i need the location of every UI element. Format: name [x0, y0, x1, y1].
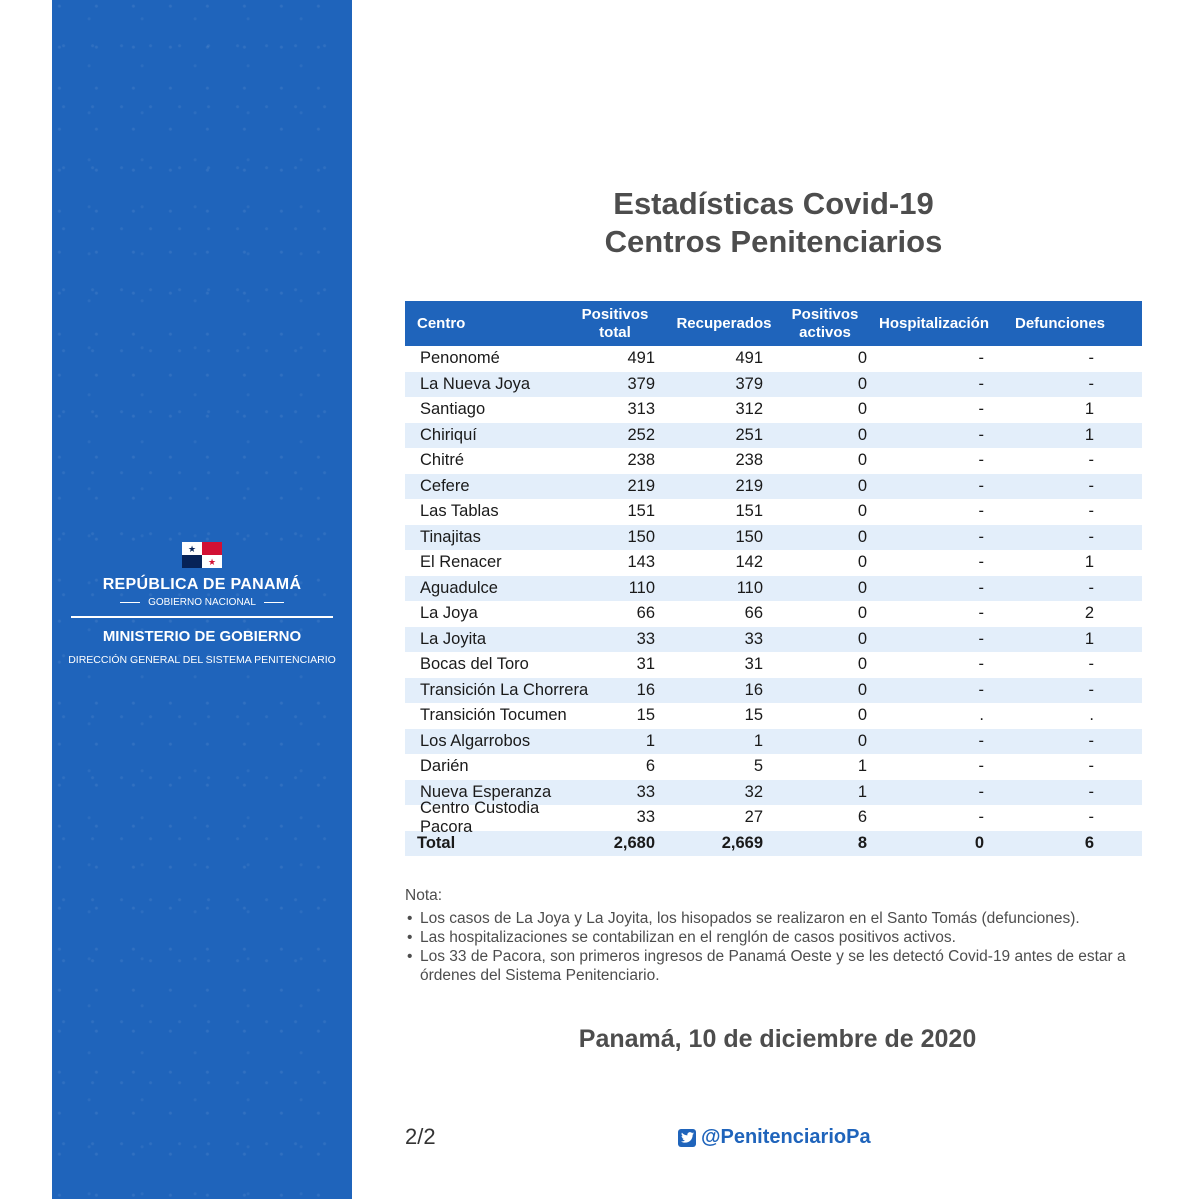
page-number: 2/2 — [405, 1124, 436, 1149]
table-cell: 5 — [753, 757, 763, 776]
table-cell: 0 — [857, 578, 867, 597]
table-cell: 0 — [857, 680, 867, 699]
table-cell: 2 — [1084, 604, 1094, 623]
table-cell: Centro Custodia Pacora — [420, 798, 540, 836]
table-cell: 16 — [636, 680, 655, 699]
table-cell: 66 — [636, 604, 655, 623]
total-cell: 8 — [857, 833, 867, 852]
table-cell: Transición Tocumen — [420, 706, 567, 725]
table-cell: La Joya — [420, 604, 478, 623]
table-cell: Nueva Esperanza — [420, 782, 552, 801]
table-body — [405, 346, 1142, 856]
table-cell: - — [1088, 655, 1094, 674]
table-cell: 379 — [735, 374, 763, 393]
table-header — [405, 301, 1142, 346]
table-cell: - — [978, 400, 984, 419]
total-cell: 2,669 — [721, 833, 763, 852]
gobierno-label — [52, 597, 352, 608]
table-cell: 0 — [857, 527, 867, 546]
table-cell: 219 — [735, 476, 763, 495]
note-text: Las hospitalizaciones se contabilizan en el renglón de casos positivos activos. — [420, 929, 956, 946]
table-cell: 0 — [857, 629, 867, 648]
table-row — [405, 397, 1142, 423]
table-cell: 110 — [736, 578, 763, 597]
title-line-1: Estadísticas Covid-19 — [613, 186, 934, 221]
table-cell: - — [978, 425, 984, 444]
total-cell: 6 — [1084, 833, 1094, 852]
table-cell: 31 — [636, 655, 655, 674]
ministerio-label: MINISTERIO DE GOBIERNO — [102, 628, 302, 645]
direccion-label: DIRECCIÓN GENERAL DEL SISTEMA PENITENCIARIO — [68, 654, 336, 666]
divider — [71, 616, 333, 618]
table-cell: - — [978, 655, 984, 674]
table-cell: 0 — [857, 731, 867, 750]
table-cell: - — [978, 680, 984, 699]
table-row — [405, 754, 1142, 780]
table-cell: 6 — [857, 808, 867, 827]
table-cell: El Renacer — [420, 553, 502, 572]
table-cell: - — [978, 808, 984, 827]
table-cell: 0 — [857, 502, 867, 521]
table-cell: - — [1088, 578, 1094, 597]
table-row — [405, 798, 1142, 836]
table-cell: 33 — [636, 629, 655, 648]
header-positivos-activos-1: Positivos — [791, 305, 859, 323]
table-cell: 150 — [735, 527, 763, 546]
header-positivos-activos — [783, 306, 867, 342]
table-cell: Los Algarrobos — [420, 731, 531, 750]
header-positivos-activos-2: activos — [799, 323, 851, 341]
table-row — [405, 346, 1142, 372]
notes — [405, 886, 1145, 985]
table-cell: - — [1088, 731, 1094, 750]
table-cell: Cefere — [420, 476, 470, 495]
table-row — [405, 525, 1142, 551]
table-cell: 1 — [857, 757, 867, 776]
table-row — [405, 703, 1142, 729]
table-cell: 219 — [627, 476, 655, 495]
title-line-2: Centros Penitenciarios — [604, 224, 943, 259]
note-item — [405, 947, 1145, 985]
svg-text:★: ★ — [187, 544, 197, 554]
header-positivos-total — [565, 306, 665, 342]
table-cell: 0 — [857, 349, 867, 368]
table-cell: 142 — [735, 553, 763, 572]
report-date: Panamá, 10 de diciembre de 2020 — [578, 1025, 977, 1053]
table-cell: 1 — [645, 731, 655, 750]
table-cell: - — [1088, 757, 1094, 776]
panama-flag-icon — [182, 542, 222, 568]
table-cell: Las Tablas — [420, 502, 499, 521]
table-cell: Santiago — [420, 400, 486, 419]
table-cell: 0 — [857, 476, 867, 495]
table-cell: 0 — [857, 451, 867, 470]
table-cell: 16 — [744, 680, 763, 699]
twitter-icon — [678, 1129, 696, 1147]
table-cell: - — [1088, 476, 1094, 495]
table-cell: 151 — [627, 502, 655, 521]
divider — [264, 602, 284, 603]
bullet-icon: • — [407, 910, 413, 927]
table-cell: - — [1088, 451, 1094, 470]
table-cell: - — [978, 578, 984, 597]
table-row — [405, 448, 1142, 474]
stats-table — [405, 301, 1142, 856]
note-text: Los casos de La Joya y La Joyita, los hisopados se realizaron en el Santo Tomás (defunciones). — [420, 910, 1080, 927]
table-cell: 143 — [627, 553, 655, 572]
table-cell: 32 — [744, 782, 763, 801]
table-row — [405, 423, 1142, 449]
table-cell: Chitré — [420, 451, 465, 470]
table-cell: Transición La Chorrera — [420, 680, 589, 699]
table-cell: 0 — [857, 655, 867, 674]
header-positivos-total-2: total — [599, 323, 631, 341]
table-cell: Chiriquí — [420, 425, 477, 444]
bullet-icon: • — [407, 948, 413, 965]
header-recuperados: Recuperados — [676, 314, 772, 332]
table-cell: 150 — [627, 527, 655, 546]
table-cell: - — [1088, 502, 1094, 521]
table-cell: 379 — [627, 374, 655, 393]
table-row — [405, 729, 1142, 755]
table-cell: - — [1088, 349, 1094, 368]
table-cell: - — [1088, 680, 1094, 699]
table-cell: - — [978, 731, 984, 750]
header-hospitalizacion: Hospitalización — [878, 314, 990, 332]
total-cell: 0 — [974, 833, 984, 852]
table-cell: 491 — [627, 349, 655, 368]
table-cell: 27 — [744, 808, 763, 827]
table-cell: 0 — [857, 604, 867, 623]
table-row — [405, 550, 1142, 576]
table-cell: - — [978, 527, 984, 546]
page-title — [405, 185, 1142, 261]
header-centro: Centro — [417, 314, 466, 332]
total-cell: 2,680 — [613, 833, 655, 852]
table-cell: 15 — [636, 706, 655, 725]
table-cell: 1 — [1084, 425, 1094, 444]
table-row — [405, 372, 1142, 398]
table-cell: Bocas del Toro — [420, 655, 529, 674]
table-row — [405, 601, 1142, 627]
table-cell: 0 — [857, 425, 867, 444]
table-cell: . — [1089, 706, 1094, 725]
table-cell: - — [978, 757, 984, 776]
table-cell: 0 — [857, 400, 867, 419]
table-cell: - — [978, 476, 984, 495]
table-cell: 0 — [857, 553, 867, 572]
table-cell: Darién — [420, 757, 469, 776]
table-cell: 238 — [627, 451, 655, 470]
table-cell: 0 — [857, 374, 867, 393]
table-cell: Tinajitas — [420, 527, 481, 546]
table-cell: - — [1088, 782, 1094, 801]
header-positivos-total-1: Positivos — [581, 305, 649, 323]
divider — [120, 602, 140, 603]
table-cell: 6 — [645, 757, 655, 776]
twitter-link[interactable] — [678, 1126, 871, 1149]
table-cell: . — [979, 706, 984, 725]
table-cell: - — [978, 629, 984, 648]
notes-label: Nota: — [405, 887, 443, 904]
note-item — [405, 928, 1145, 947]
table-cell: 491 — [735, 349, 763, 368]
table-cell: - — [978, 349, 984, 368]
table-cell: 151 — [735, 502, 763, 521]
notes-list — [405, 909, 1145, 985]
table-cell: - — [1088, 374, 1094, 393]
table-cell: - — [1088, 808, 1094, 827]
gobierno-text: GOBIERNO NACIONAL — [148, 597, 256, 608]
table-cell: 252 — [627, 425, 655, 444]
note-text: Los 33 de Pacora, son primeros ingresos de Panamá Oeste y se les detectó Covid-19 antes de estar a órdenes del Sistema Penitenciario. — [420, 948, 1126, 984]
table-cell: 33 — [636, 808, 655, 827]
table-cell: 313 — [627, 400, 655, 419]
table-cell: 312 — [735, 400, 763, 419]
table-cell: 0 — [857, 706, 867, 725]
total-row — [405, 831, 1142, 857]
table-row — [405, 474, 1142, 500]
table-row — [405, 499, 1142, 525]
table-cell: 66 — [744, 604, 763, 623]
header-defunciones: Defunciones — [1014, 314, 1105, 332]
side-panel — [52, 0, 352, 1199]
table-cell: Penonomé — [420, 349, 500, 368]
table-row — [405, 652, 1142, 678]
table-cell: 238 — [735, 451, 763, 470]
twitter-handle: @PenitenciarioPa — [701, 1126, 871, 1148]
table-cell: 110 — [628, 578, 655, 597]
total-cell: Total — [417, 833, 456, 852]
table-cell: - — [978, 451, 984, 470]
table-cell: - — [978, 502, 984, 521]
table-cell: 1 — [1084, 400, 1094, 419]
table-cell: 15 — [744, 706, 763, 725]
table-cell: - — [978, 604, 984, 623]
bullet-icon: • — [407, 929, 413, 946]
government-brand — [52, 542, 352, 666]
table-cell: La Joyita — [420, 629, 487, 648]
table-cell: - — [1088, 527, 1094, 546]
table-cell: 1 — [1084, 553, 1094, 572]
table-cell: 251 — [735, 425, 763, 444]
table-cell: 1 — [857, 782, 867, 801]
table-cell: 33 — [636, 782, 655, 801]
table-cell: 1 — [753, 731, 763, 750]
note-item — [405, 909, 1145, 928]
table-row — [405, 678, 1142, 704]
table-cell: - — [978, 553, 984, 572]
table-cell: La Nueva Joya — [420, 374, 531, 393]
table-row — [405, 627, 1142, 653]
table-cell: 1 — [1084, 629, 1094, 648]
table-row — [405, 576, 1142, 602]
table-cell: 31 — [744, 655, 763, 674]
table-cell: 33 — [744, 629, 763, 648]
svg-text:★: ★ — [207, 557, 217, 567]
republica-label: REPÚBLICA DE PANAMÁ — [102, 576, 302, 593]
table-cell: Aguadulce — [420, 578, 498, 597]
table-cell: - — [978, 782, 984, 801]
table-cell: - — [978, 374, 984, 393]
